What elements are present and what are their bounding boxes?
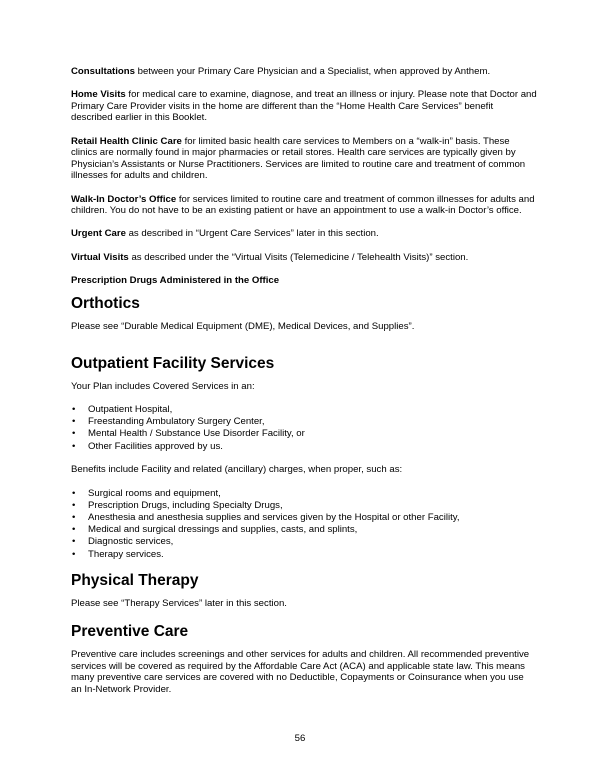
service-description: for limited basic health care services to Members on a “walk-in” basis. These clinics are normally found in major pharmacies or retail stores. Health care services are typically given by Physician’s Assistants or Nurse Practitioners. Services are limited to routine care and treatment of common illnesses for adults and children. — [71, 135, 526, 182]
service-description: as described under the “Virtual Visits (Telemedicine / Telehealth Visits)” section. — [128, 251, 469, 263]
service-description: for services limited to routine care and treatment of common illnesses for adults and children. You do not have to be an existing patient or have an appointment to use a walk-in Doctor’s office. — [71, 193, 535, 217]
facility-list — [71, 404, 537, 453]
list-item: • Freestanding Ambulatory Surgery Center, — [71, 416, 537, 428]
service-consultations — [71, 66, 537, 78]
list-item: • Anesthesia and anesthesia supplies and services given by the Hospital or other Facility, — [71, 512, 537, 524]
orthotics-heading: Orthotics — [71, 295, 140, 313]
outpatient-heading: Outpatient Facility Services — [71, 354, 275, 372]
service-term: Virtual Visits — [71, 251, 129, 263]
service-home-visits — [71, 89, 537, 124]
service-term: Home Visits — [71, 89, 126, 101]
list-item: • Therapy services. — [71, 549, 537, 561]
outpatient-intro: Your Plan includes Covered Services in an: — [71, 380, 255, 392]
service-term: Retail Health Clinic Care — [71, 135, 182, 147]
service-description: as described in “Urgent Care Services” later in this section. — [125, 228, 379, 240]
service-retail-clinic — [71, 136, 537, 182]
list-item: • Surgical rooms and equipment, — [71, 488, 537, 500]
preventive-care-heading: Preventive Care — [71, 623, 189, 641]
subheading-text: Prescription Drugs Administered in the Office — [71, 274, 280, 286]
list-item: • Medical and surgical dressings and supplies, casts, and splints, — [71, 524, 537, 536]
list-item: • Other Facilities approved by us. — [71, 441, 537, 453]
page-number: 56 — [294, 733, 306, 744]
list-item: • Mental Health / Substance Use Disorder Facility, or — [71, 428, 537, 440]
service-virtual-visits — [71, 252, 537, 264]
service-term: Consultations — [71, 66, 135, 77]
orthotics-text: Please see “Durable Medical Equipment (DME), Medical Devices, and Supplies”. — [71, 321, 415, 333]
physical-therapy-text: Please see “Therapy Services” later in this section. — [71, 598, 287, 610]
benefits-list — [71, 488, 537, 561]
page-content — [71, 66, 537, 707]
preventive-care-text: Preventive care includes screenings and other services for adults and children. All recommended preventive services will be covered as required by the Affordable Care Act (ACA) and applicable state law. This means many preventive care services are covered with no Deductible, Copayments or Coinsurance when you use an In-Network Provider. — [71, 649, 530, 695]
list-item: • Outpatient Hospital, — [71, 404, 537, 416]
service-description: between your Primary Care Physician and a Specialist, when approved by Anthem. — [134, 66, 491, 77]
list-item: • Prescription Drugs, including Specialty Drugs, — [71, 500, 537, 512]
service-description: for medical care to examine, diagnose, and treat an illness or injury. Please note that Doctor and Primary Care Provider visits in the home are different than the “Home Health Care Services” benefit described earlier in this Booklet. — [71, 89, 537, 124]
benefits-intro: Benefits include Facility and related (ancillary) charges, when proper, such as: — [71, 464, 403, 476]
physical-therapy-heading: Physical Therapy — [71, 572, 199, 590]
service-term: Urgent Care — [71, 228, 126, 240]
service-term: Walk-In Doctor’s Office — [71, 193, 177, 205]
service-walk-in — [71, 194, 537, 217]
list-item: • Diagnostic services, — [71, 536, 537, 548]
service-urgent-care — [71, 228, 537, 240]
prescription-subheading — [71, 275, 537, 287]
